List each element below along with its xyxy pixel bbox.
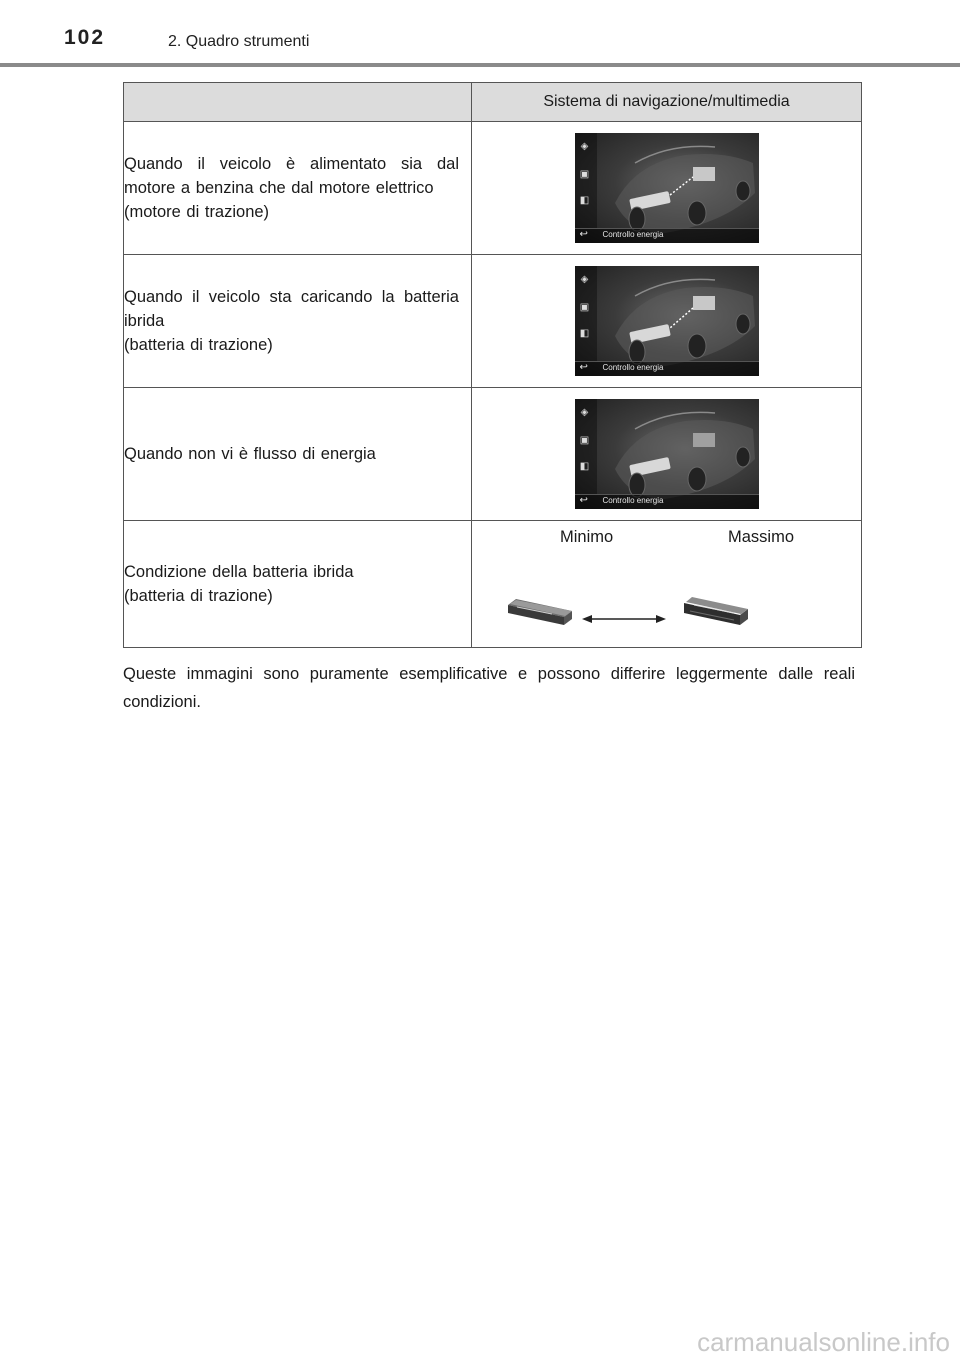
info-icon: ◧ <box>579 461 590 472</box>
eco-icon: ◈ <box>580 141 589 152</box>
energy-monitor-screenshot <box>575 133 759 243</box>
battery-image-cell <box>472 521 862 648</box>
hybrid-car-charging-illustration <box>575 266 759 376</box>
energy-monitor-screenshot <box>575 399 759 509</box>
description-line: (batteria di trazione) <box>124 587 273 605</box>
page-header <box>0 0 960 66</box>
screen-image-cell <box>472 388 862 521</box>
back-icon: ↩ <box>579 495 588 506</box>
disclaimer-note: Queste immagini sono puramente esemplificative e possono differire leggermente dalle reali condizioni. <box>123 665 855 711</box>
description-line: Quando non vi è flusso di energia <box>124 445 376 463</box>
description-line: (batteria di trazione) <box>124 336 273 354</box>
watermark: carmanualsonline.info <box>697 1327 950 1357</box>
screen-bottom-bar <box>575 361 759 376</box>
table-row-battery <box>124 521 862 648</box>
table-row <box>124 388 862 521</box>
eco-icon: ◈ <box>580 274 589 285</box>
table-row <box>124 255 862 388</box>
fuel-icon: ▣ <box>579 302 590 313</box>
info-icon: ◧ <box>579 195 590 206</box>
screen-image-cell <box>472 255 862 388</box>
screen-image-cell <box>472 122 862 255</box>
energy-monitor-screenshot <box>575 266 759 376</box>
screen-sidebar <box>575 399 597 495</box>
battery-max-icon <box>684 597 748 625</box>
description-line: Quando il veicolo sta caricando la batteria ibrida <box>124 288 459 330</box>
battery-range-illustration <box>472 551 861 637</box>
row-description <box>124 255 472 388</box>
page-number: 102 <box>64 26 106 49</box>
eco-icon: ◈ <box>580 407 589 418</box>
screen-label: Controllo energia <box>602 230 664 239</box>
table-header-row <box>124 83 862 122</box>
header-rule <box>0 63 960 67</box>
table-row <box>124 122 862 255</box>
energy-monitor-table <box>123 82 862 648</box>
section-title: 2. Quadro strumenti <box>168 33 310 50</box>
row-description <box>124 122 472 255</box>
hybrid-car-no-flow-illustration <box>575 399 759 509</box>
screen-label: Controllo energia <box>602 363 664 372</box>
description-line: (motore di trazione) <box>124 203 270 221</box>
battery-labels <box>472 521 861 551</box>
screen-bottom-bar <box>575 228 759 243</box>
info-icon: ◧ <box>579 328 590 339</box>
screen-bottom-bar <box>575 494 759 509</box>
fuel-icon: ▣ <box>579 435 590 446</box>
back-icon: ↩ <box>579 362 588 373</box>
description-line: Quando il veicolo è alimentato sia dal motore a benzina che dal motore elettrico <box>124 155 459 197</box>
battery-min-label: Minimo <box>560 528 614 546</box>
battery-max-label: Massimo <box>728 528 795 546</box>
double-arrow-icon <box>582 615 666 623</box>
hybrid-car-engine-flow-illustration <box>575 133 759 243</box>
table-column-header: Sistema di navigazione/multimedia <box>472 83 862 122</box>
battery-min-icon <box>508 599 572 625</box>
screen-sidebar <box>575 266 597 362</box>
row-description <box>124 521 472 648</box>
description-line: Condizione della batteria ibrida <box>124 563 354 581</box>
fuel-icon: ▣ <box>579 169 590 180</box>
screen-sidebar <box>575 133 597 229</box>
screen-label: Controllo energia <box>602 496 664 505</box>
back-icon: ↩ <box>579 229 588 240</box>
row-description <box>124 388 472 521</box>
table-header-empty <box>124 83 472 122</box>
